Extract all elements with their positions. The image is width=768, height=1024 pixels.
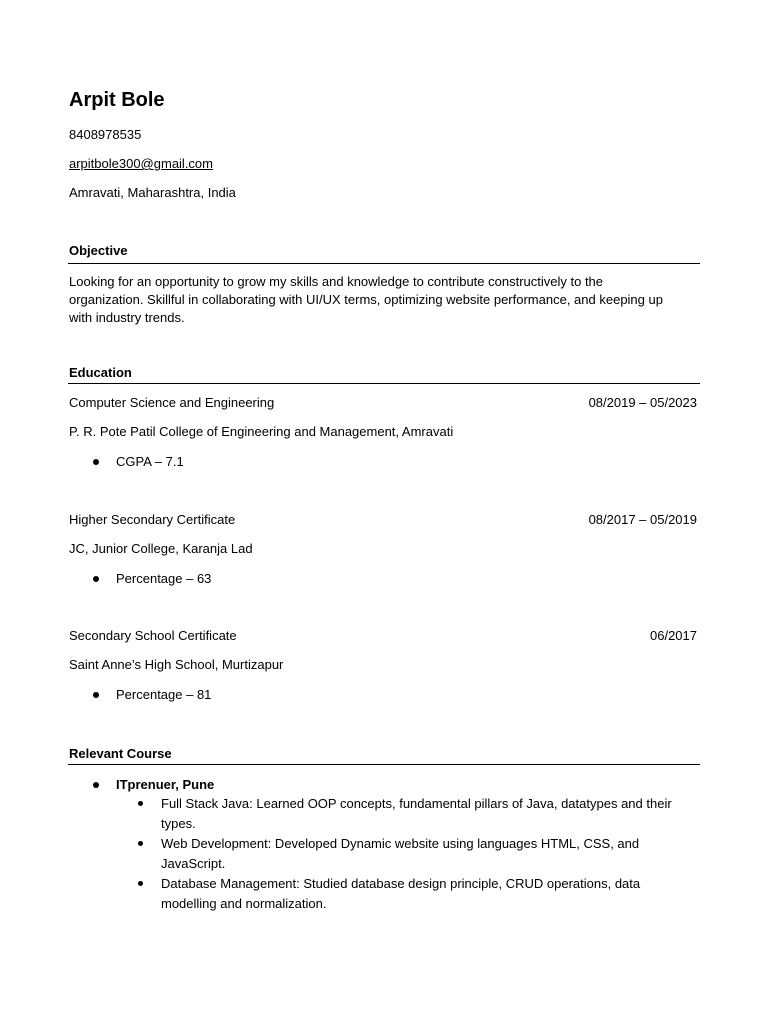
email-link[interactable]: arpitbole300@gmail.com (69, 156, 213, 171)
objective-divider (68, 263, 700, 264)
location: Amravati, Maharashtra, India (69, 185, 236, 200)
degree-dates: 08/2019 – 05/2023 (588, 395, 697, 410)
course-item-java: Full Stack Java: Learned OOP concepts, fundamental pillars of Java, datatypes and their types. (161, 796, 672, 831)
degree-dates: 08/2017 – 05/2019 (588, 512, 697, 527)
course-item-web: Web Development: Developed Dynamic website using languages HTML, CSS, and JavaScript. (161, 836, 640, 871)
objective-text: Looking for an opportunity to grow my skills and knowledge to contribute constructively to the organization. Skillful in collaborating with UI/UX terms, optimizing website performance, and keeping up with industry trends. (69, 274, 663, 325)
education-entry-hsc (69, 511, 697, 529)
institution-name: P. R. Pote Patil College of Engineering and Management, Amravati (69, 424, 454, 439)
grade-detail: Percentage – 63 (116, 571, 212, 586)
sub-bullet-icon (138, 841, 143, 846)
phone-number: 8408978535 (69, 127, 142, 142)
resume-page (69, 0, 700, 1024)
bullet-icon (93, 576, 99, 582)
objective-heading: Objective (69, 243, 128, 258)
education-divider (68, 383, 700, 384)
course-provider: ITprenuer, Pune (116, 777, 215, 792)
candidate-name: Arpit Bole (69, 89, 165, 111)
institution-name: JC, Junior College, Karanja Lad (69, 541, 253, 556)
courses-heading: Relevant Course (69, 746, 172, 761)
sub-bullet-icon (138, 801, 143, 806)
degree-dates: 06/2017 (650, 628, 697, 643)
bullet-icon (93, 692, 99, 698)
education-entry-degree (69, 394, 697, 412)
courses-divider (68, 764, 700, 765)
degree-title: Computer Science and Engineering (69, 395, 275, 410)
sub-bullet-icon (138, 881, 143, 886)
course-item-database: Database Management: Studied database design principle, CRUD operations, data modelling and normalization. (161, 876, 641, 911)
degree-title: Secondary School Certificate (69, 628, 237, 643)
grade-detail: CGPA – 7.1 (116, 454, 184, 469)
bullet-icon (93, 459, 99, 465)
institution-name: Saint Anne’s High School, Murtizapur (69, 657, 284, 672)
education-heading: Education (69, 365, 132, 380)
degree-title: Higher Secondary Certificate (69, 512, 236, 527)
grade-detail: Percentage – 81 (116, 687, 212, 702)
bullet-icon (93, 782, 99, 788)
education-entry-ssc (69, 627, 697, 645)
